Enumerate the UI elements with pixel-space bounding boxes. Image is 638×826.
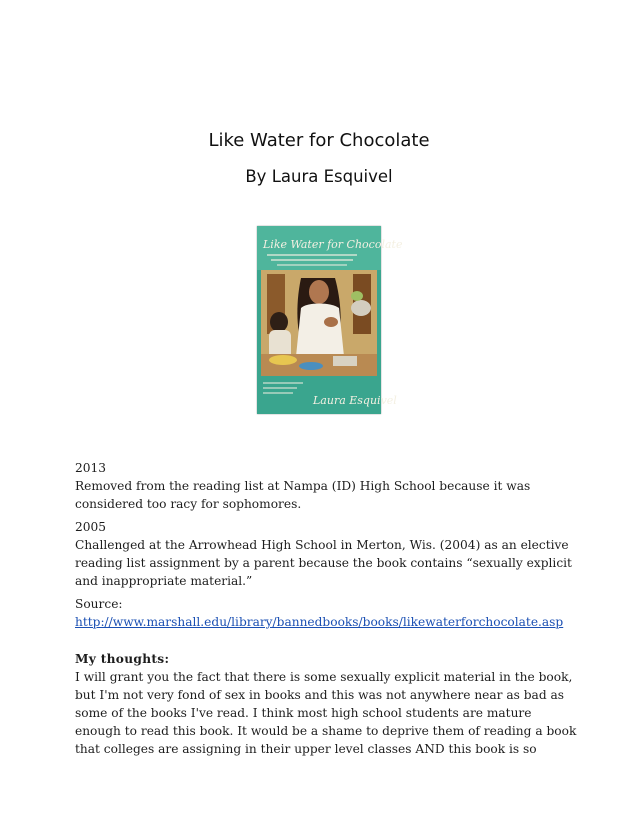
- thoughts-line: but I'm not very fond of sex in books and this was not anywhere near as bad as: [75, 688, 565, 702]
- entry-year: 2013: [75, 461, 107, 475]
- book-cover-image: [257, 226, 403, 414]
- thoughts-line: enough to read this book. It would be a shame to deprive them of reading a book: [75, 724, 577, 738]
- cover-title-text: Like Water for Chocolate: [263, 238, 403, 251]
- challenge-entry-2013: [75, 459, 575, 513]
- cover-author-text: Laura Esquivel: [313, 394, 397, 407]
- thoughts-line: that colleges are assigning in their upper level classes AND this book is so: [75, 742, 537, 756]
- thoughts-line: some of the books I've read. I think most high school students are mature: [75, 706, 532, 720]
- source-block: [75, 595, 575, 631]
- entry-line: considered too racy for sophomores.: [75, 497, 302, 511]
- entry-line: Challenged at the Arrowhead High School in Merton, Wis. (2004) as an elective: [75, 538, 569, 552]
- challenge-entry-2005: [75, 518, 575, 590]
- entry-year: 2005: [75, 520, 107, 534]
- document-title: Like Water for Chocolate: [208, 130, 430, 151]
- entry-line: and inappropriate material.”: [75, 574, 253, 588]
- book-cover-illustration: [257, 226, 403, 414]
- entry-line: reading list assignment by a parent because the book contains “sexually explicit: [75, 556, 572, 570]
- thoughts-heading: My thoughts:: [75, 652, 170, 666]
- source-link[interactable]: http://www.marshall.edu/library/bannedbooks/books/likewaterforchocolate.asp: [75, 615, 564, 629]
- entry-line: Removed from the reading list at Nampa (ID) High School because it was: [75, 479, 531, 493]
- thoughts-line: I will grant you the fact that there is some sexually explicit material in the book,: [75, 670, 573, 684]
- thoughts-section: [75, 650, 575, 758]
- source-label: Source:: [75, 597, 123, 611]
- document-author: By Laura Esquivel: [245, 167, 393, 186]
